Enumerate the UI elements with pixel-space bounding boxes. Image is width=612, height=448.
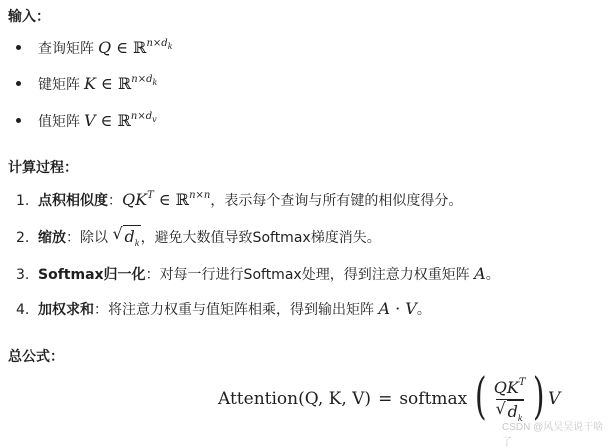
step-title: 点积相似度 — [38, 193, 108, 209]
process-heading: 计算过程： — [8, 160, 78, 176]
step-title: 加权求和 — [38, 302, 94, 318]
formula-tail: V — [548, 389, 561, 409]
input-math: Q ∈ ℝ$^{n\times d_k}$ — [98, 37, 173, 57]
formula-heading: 总公式： — [8, 349, 64, 365]
step-text: 对每一行进行Softmax处理，得到注意力权重矩阵 — [159, 267, 470, 283]
input-label: 键矩阵 — [38, 77, 80, 93]
input-item-key — [16, 74, 157, 94]
math-a: A — [474, 264, 486, 283]
step-4: 4. 加权求和：将注意力权重与值矩阵相乘，得到输出矩阵 A · V。 — [16, 299, 431, 318]
input-item-query — [16, 38, 173, 58]
step-number: 4. — [16, 302, 30, 318]
input-math: K ∈ ℝ$^{n\times d_k}$ — [84, 73, 158, 93]
formula-fraction: $QK^T$ √ $d_k$ — [493, 377, 526, 423]
attention-formula: Attention(Q, K, V) = softmax ( $QK^T$ √ $d_k$ ) V — [218, 367, 561, 425]
step-number: 2. — [16, 230, 30, 246]
step-title: Softmax归一化 — [38, 267, 146, 283]
bullet-icon — [16, 118, 21, 123]
step-text: ，避免大数值导致Softmax梯度消失。 — [140, 230, 381, 246]
step-pre: 除以 — [80, 230, 108, 246]
formula-fn: softmax — [399, 389, 468, 409]
step-title: 缩放 — [38, 230, 66, 246]
step-1: 1. 点积相似度：$QK^T$ ∈ ℝ$^{n\times n}$，表示每个查询与所有键的相似度得分。 — [16, 189, 463, 209]
watermark: CSDN @风吴吴说干啥了 — [502, 422, 604, 448]
bullet-icon — [16, 81, 21, 86]
step-text: ，表示每个查询与所有键的相似度得分。 — [210, 193, 463, 209]
step-number: 1. — [16, 193, 30, 209]
input-item-value — [16, 111, 157, 131]
input-math: V ∈ ℝ$^{n\times d_v}$ — [84, 110, 157, 130]
step-3: 3. Softmax归一化：对每一行进行Softmax处理，得到注意力权重矩阵 A。 — [16, 264, 500, 283]
formula-lhs: Attention(Q, K, V) — [218, 389, 372, 409]
input-label: 值矩阵 — [38, 114, 80, 130]
bullet-icon — [16, 45, 21, 50]
math-a-dot-v: A · V — [378, 299, 417, 318]
input-label: 查询矩阵 — [38, 41, 94, 57]
step-number: 3. — [16, 267, 30, 283]
step-2: 2. 缩放：除以 √ $d_k$，避免大数值导致Softmax梯度消失。 — [16, 224, 381, 249]
input-heading: 输入： — [8, 9, 50, 25]
sqrt-dk: √ $d_k$ — [112, 224, 140, 249]
step-text: 将注意力权重与值矩阵相乘，得到输出矩阵 — [108, 302, 374, 318]
